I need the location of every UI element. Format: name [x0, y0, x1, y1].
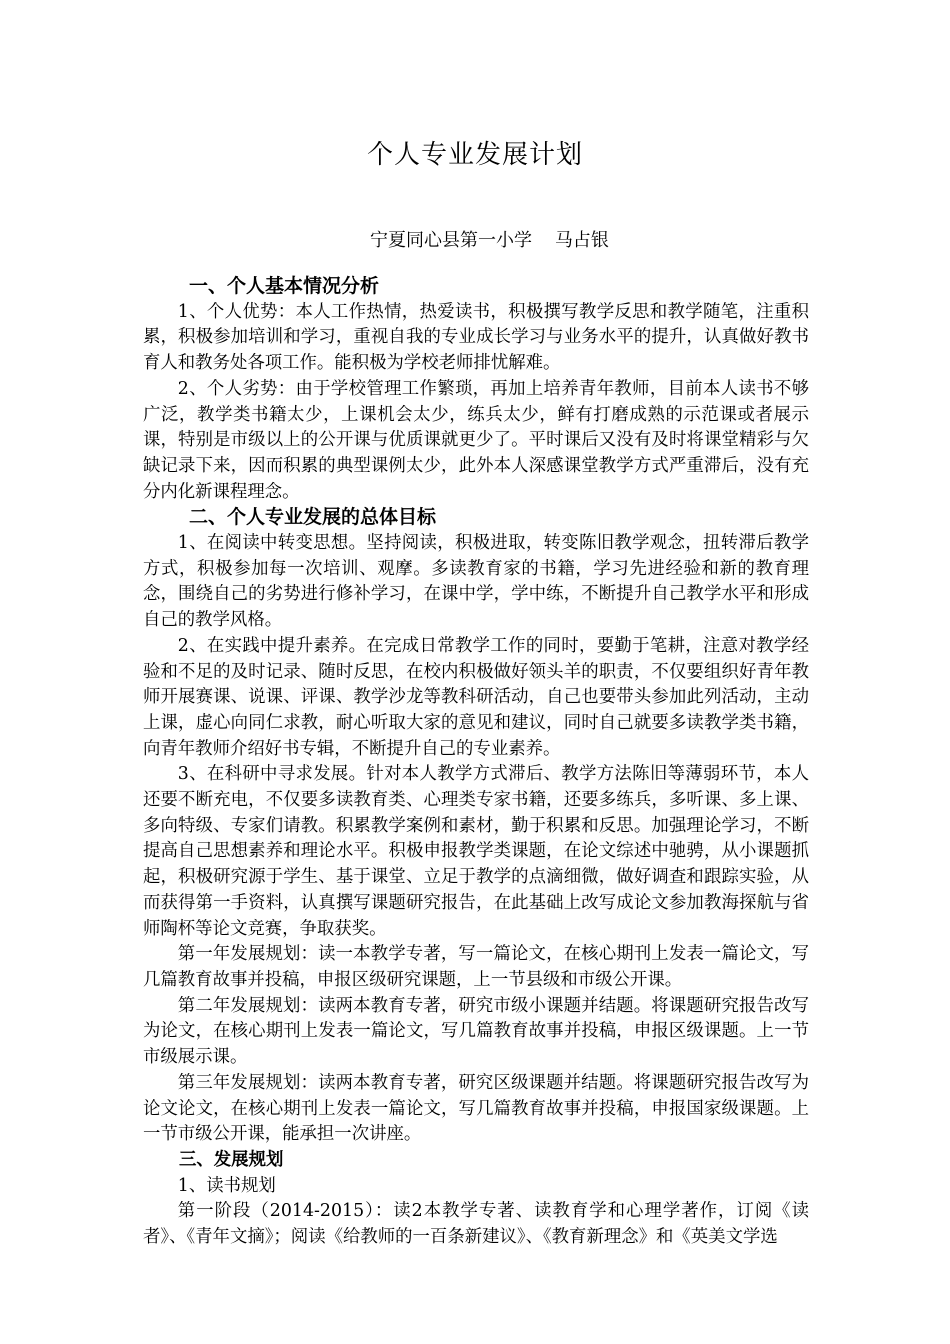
- paragraph-1-1: 1、个人优势：本人工作热情，热爱读书，积极撰写教学反思和教学随笔，注重积累，积极参加培训和学习，重视自我的专业成长学习与业务水平的提升，认真做好教书育人和教务处各项工作。能积极为学校老师排忧解难。: [143, 301, 809, 374]
- document-title: 个人专业发展计划: [366, 140, 583, 170]
- paragraph-2-6: 第三年发展规划：读两本教育专著，研究区级课题并结题。将课题研究报告改写为论文论文，在核心期刊上发表一篇论文，写几篇教育故事并投稿，申报国家级课题。上一节市级公开课，能承担一次讲座。: [143, 1072, 809, 1145]
- paragraph-2-5: 第二年发展规划：读两本教育专著，研究市级小课题并结题。将课题研究报告改写为论文，在核心期刊上发表一篇论文，写几篇教育故事并投稿，申报区级课题。上一节市级展示课。: [143, 995, 809, 1068]
- paragraph-2-3: 3、在科研中寻求发展。针对本人教学方式滞后、教学方法陈旧等薄弱环节，本人还要不断充电，不仅要多读教育类、心理类专家书籍，还要多练兵，多听课、多上课、多向特级、专家们请教。积累教学案例和素材，勤于积累和反思。加强理论学习，不断提高自己思想素养和理论水平。积极申报教学类课题，在论文综述中驰骋，从小课题抓起，积极研究源于学生、基于课堂、立足于教学的点滴细微，做好调查和跟踪实验，从而获得第一手资料，认真撰写课题研究报告，在此基础上改写成论文参加教海探航与省师陶杯等论文竞赛，争取获奖。: [143, 764, 809, 939]
- paragraph-1-2: 2、个人劣势：由于学校管理工作繁琐，再加上培养青年教师，目前本人读书不够广泛，教学类书籍太少，上课机会太少，练兵太少，鲜有打磨成熟的示范课或者展示课，特别是市级以上的公开课与优质课就更少了。平时课后又没有及时将课堂精彩与欠缺记录下来，因而积累的典型课例太少，此外本人深感课堂教学方式严重滞后，没有充分内化新课程理念。: [143, 378, 809, 502]
- paragraph-2-2: 2、在实践中提升素养。在完成日常教学工作的同时，要勤于笔耕，注意对教学经验和不足的及时记录、随时反思，在校内积极做好领头羊的职责，不仅要组织好青年教师开展赛课、说课、评课、教学沙龙等教科研活动，自己也要带头参加此列活动，主动上课，虚心向同仁求教，耐心听取大家的意见和建议，同时自己就要多读教学类书籍，向青年教师介绍好书专辑，不断提升自己的专业素养。: [143, 635, 809, 759]
- section-heading-1: 一、个人基本情况分析: [189, 275, 380, 297]
- paragraph-2-4: 第一年发展规划：读一本教学专著，写一篇论文，在核心期刊上发表一篇论文，写几篇教育故事并投稿，申报区级研究课题，上一节县级和市级公开课。: [143, 944, 809, 990]
- paragraph-2-1: 1、在阅读中转变思想。坚持阅读，积极进取，转变陈旧教学观念，扭转滞后教学方式，积极参加每一次培训、观摩。多读教育家的书籍，学习先进经验和新的教育理念，围绕自己的劣势进行修补学习，在课中学，学中练，不断提升自己教学水平和形成自己的教学风格。: [143, 533, 809, 631]
- paragraph-3-1: 1、读书规划: [177, 1175, 276, 1196]
- author-line: 宁夏同心县第一小学 马占银: [370, 230, 609, 251]
- paragraph-3-2: 第一阶段（2014-2015）：读2本教学专著、读教育学和心理学著作，订阅《读者》、《青年文摘》；阅读《给教师的一百条新建议》、《教育新理念》和《英美文学选: [143, 1201, 809, 1248]
- document-body: [143, 274, 809, 1251]
- section-heading-2: 二、个人专业发展的总体目标: [189, 506, 437, 529]
- section-heading-3: 三、发展规划: [179, 1149, 284, 1170]
